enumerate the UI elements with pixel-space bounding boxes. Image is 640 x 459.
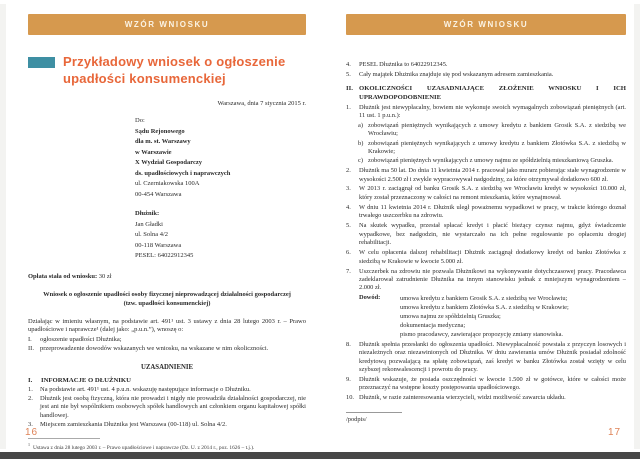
debtor-line: 00-118 Warszawa: [135, 241, 182, 249]
sub-list-item-text: zobowiązań pieniężnych wynikających z umowy kredytu z bankiem Złotówka S.A. z siedzibą w Krakowie;: [368, 139, 626, 155]
list-item-text: W celu opłacenia dalszej rehabilitacji Dłużnik zaciągnął dodatkowy kredyt od banku Złotówka z siedzibą w Krakowie w kwocie 5.000 zł.: [359, 249, 626, 265]
subject-line-1: Wniosek o ogłoszenie upadłości osoby fizycznej nieprowadzącej działalności gospodarczej: [43, 290, 291, 298]
petition-item-text: przeprowadzenie dowodów wskazanych we wniosku, na wskazane w nim okoliczności.: [40, 345, 269, 353]
list-item-text: Miejscem zamieszkania Dłużnika jest Warszawa (00-118) ul. Solna 4/2.: [40, 421, 227, 429]
subject-heading: [28, 290, 306, 309]
list-item-number: 5.: [346, 222, 351, 230]
petition-item-text: ogłoszenie upadłości Dłużnika;: [40, 335, 122, 343]
list-item-number: 3.: [346, 185, 351, 193]
petition-item: [28, 345, 306, 353]
fee-line: [28, 273, 306, 280]
list-item-number: 9.: [346, 375, 351, 383]
addressee-line: ds. upadłościowych i naprawczych: [135, 169, 231, 177]
addressee-line: ul. Czerniakowska 100A: [135, 180, 200, 188]
list-item-text: PESEL Dłużnika to 64022912345.: [359, 61, 448, 68]
list-item-number: 7.: [346, 267, 351, 275]
list-item: [28, 395, 306, 420]
addressee-line: Sądu Rejonowego: [135, 127, 185, 135]
addressee-block: [135, 116, 306, 262]
list-item: [346, 185, 626, 202]
list-item: [346, 376, 626, 393]
addressee-line: X Wydział Gospodarczy: [135, 159, 203, 167]
list-item-number: 1.: [346, 104, 351, 111]
list-item-text: Dłużnik spełnia przesłanki do ogłoszenia upadłości. Niewypłacalność powstała z przyczyn losowych i niezależnych oraz niezawinionych od Dłużnika. W dniu zawierania umów Dłużnik posiadał zdolność kredytową pozwalającą na spłatę zobowiązań, zaś kredyt w banku Złotówka został wzięty w celu szybszej rekonwalescencji i powrotu do pracy.: [359, 340, 626, 374]
intro-paragraph: Działając w imieniu własnym, na podstawie art. 491¹ ust. 3 ustawy z dnia 28 lutego 2003 r. – Prawo upadłościowe i naprawcze¹ (dalej jako: „p.u.n.”), wnoszę o:: [28, 317, 306, 334]
list-item-number: 2.: [28, 395, 33, 403]
evidence-entry: dokumentacja medyczna;: [400, 321, 466, 329]
list-item: [346, 204, 626, 221]
sub-list-item: [358, 140, 626, 157]
right-header-bar: WZÓR WNIOSKU: [346, 14, 626, 35]
page-number-left: 16: [25, 427, 39, 438]
list-item-text: Dłużnik wskazuje, że posiada oszczędności w kwocie 1.500 zł w gotówce, które w całości może przeznaczyć na wstępne koszty postępowania upadłościowego.: [359, 375, 626, 392]
list-item: [346, 268, 626, 293]
list-item-text: Uszczerbek na zdrowiu nie pozwala Dłużnikowi na wykonywanie dotychczasowej pracy. Pracodawca zadeklarował zatrudnienie Dłużnika na innym stanowisku jednak z mniejszym wynagrodzeniem – 2.000 zł.: [359, 267, 626, 292]
petition-item-number: II.: [28, 345, 34, 353]
evidence-entry: umowa najmu ze spółdzielnią Gruszka;: [400, 312, 501, 320]
addressee-line: 00-454 Warszawa: [135, 190, 182, 198]
document-title-row: [28, 54, 306, 87]
section-1-number: I.: [28, 376, 33, 384]
list-item-text: Cały majątek Dłużnika znajduje się pod wskazanym adresem zamieszkania.: [359, 70, 554, 78]
sub-list-item-text: zobowiązań pieniężnych wynikających z umowy najmu ze spółdzielnią mieszkaniową Gruszka.: [368, 157, 614, 165]
list-item: [346, 71, 626, 79]
page-number-right: 17: [608, 427, 622, 438]
debtor-block: [135, 209, 306, 262]
list-item: [346, 222, 626, 247]
list-item-number: 2.: [346, 167, 351, 175]
footnote-marker: 1: [28, 441, 30, 447]
list-item-number: 4.: [346, 61, 351, 68]
petition-item-number: I.: [28, 335, 32, 343]
date-line: Warszawa, dnia 7 stycznia 2015 r.: [217, 100, 306, 108]
list-item-number: 8.: [346, 340, 351, 348]
evidence-list: [400, 294, 626, 339]
list-item: [346, 341, 626, 375]
sub-list-item-letter: c): [358, 157, 363, 165]
signature-placeholder: /podpis/: [346, 415, 367, 423]
list-item-number: 5.: [346, 70, 351, 78]
list-item-text: Dłużnik ma 50 lat. Do dnia 11 kwietnia 2014 r. pracował jako murarz pobierając stałe wynagrodzenie w wysokości 2.500 zł i zwykle wypracowywał nadgodziny, za które otrzymywał dodatkowo 600 zł.: [359, 167, 626, 183]
list-item: [346, 167, 626, 184]
debtor-label: Dłużnik:: [135, 210, 160, 218]
right-page-body: [346, 61, 626, 423]
list-item-text: Na skutek wypadku, przestał spłacać kredyt i płacić bieżący czynsz najmu, gdyż świadczenie wypadkowe, bez nadgodzin, nie wystarczało na ich pełne regulowanie po opłaceniu drogiej rehabilitacji.: [359, 222, 626, 247]
evidence-entry: umowa kredytu z bankiem Grosik S.A. z siedzibą we Wrocławiu;: [400, 294, 568, 302]
section-1-title: INFORMACJE O DŁUŻNIKU: [41, 376, 131, 384]
list-item: [28, 421, 306, 429]
justification-heading: UZASADNIENIE: [140, 363, 194, 371]
list-item-number: 6.: [346, 249, 351, 257]
fee-value: 30 zł: [98, 272, 112, 280]
list-item: [28, 386, 306, 394]
list-item: [346, 61, 626, 69]
footnote: [28, 442, 306, 452]
evidence-block: [359, 294, 626, 339]
signature-separator: [346, 412, 402, 413]
section-1-heading: [28, 376, 306, 385]
addressee-line: dla m. st. Warszawy: [135, 138, 191, 146]
footnote-text: Ustawa z dnia 28 lutego 2003 r. – Prawo upadłościowe i naprawcze (Dz. U. z 2014 r., poz. 1626 – t.j.).: [33, 444, 255, 451]
fee-label: Opłata stała od wniosku:: [28, 272, 98, 280]
petition-item: [28, 336, 306, 344]
title-bullet-square: [28, 57, 55, 68]
left-header-bar: WZÓR WNIOSKU: [28, 14, 306, 35]
list-item-text: W 2013 r. zaciągnął od banku Grosik S.A. z siedzibą we Wrocławiu kredyt w wysokości 10.000 zł, który został przeznaczony w całości na remont mieszkania, które wynajmował.: [359, 185, 626, 201]
addressee-to-label: Do:: [135, 117, 145, 125]
section-2-title: OKOLICZNOŚCI UZASADNIAJĄCE ZŁOŻENIE WNIOSKU I ICH UPRAWDOPODOBNIENIE: [359, 85, 626, 102]
subject-line-2: (tzw. upadłości konsumenckiej): [123, 300, 211, 308]
sub-list-item-letter: a): [358, 121, 363, 129]
right-page-edge: [634, 4, 640, 449]
sub-list-item-letter: b): [358, 139, 364, 147]
list-item-text: W dniu 11 kwietnia 2014 r. Dłużnik uległ poważnemu wypadkowi w pracy, w trakcie którego doznał trwałego uszczerbku na zdrowiu.: [359, 203, 626, 220]
sub-list-item: [358, 122, 626, 139]
evidence-entry: pismo pracodawcy, zawierające propozycję zmiany stanowiska.: [400, 330, 564, 338]
list-item-text: Dłużnik jest osobą fizyczną, która nie prowadzi i nigdy nie prowadziła działalności gospodarczej, nie jest ani nie był wspólnikiem osobowych spółek handlowych ani członkiem organu kapitałowej spółki handlowej.: [40, 395, 306, 419]
addressee-line: w Warszawie: [135, 148, 172, 156]
section-2-heading: [346, 84, 626, 102]
list-item-number: 1.: [28, 385, 33, 393]
section-2-number: II.: [346, 85, 353, 93]
list-item: [346, 249, 626, 266]
list-item-number: 4.: [346, 203, 351, 211]
sub-list-item-text: zobowiązań pieniężnych wynikających z umowy kredytu z bankiem Grosik S.A. z siedzibą we Wrocławiu;: [368, 121, 626, 138]
list-item: [346, 394, 626, 402]
footnote-separator: [28, 438, 100, 439]
left-page-edge: [0, 4, 6, 449]
list-item-number: 10.: [346, 394, 354, 402]
sub-list-item: [358, 157, 626, 165]
debtor-line: PESEL: 64022912345: [135, 252, 194, 260]
list-item: [346, 104, 626, 121]
evidence-entry: umowa kredytu z bankiem Złotówka S.A. z siedzibą w Krakowie;: [400, 303, 569, 311]
left-page: [28, 0, 306, 452]
list-item-text: Na podstawie art. 491¹ ust. 4 p.u.n. wskazuję następujące informacje o Dłużniku.: [40, 385, 251, 393]
debtor-line: Jan Gładki: [135, 220, 163, 228]
debtor-line: ul. Solna 4/2: [135, 231, 169, 239]
list-item-text: Dłużnik jest niewypłacalny, bowiem nie wykonuje swoich wymagalnych zobowiązań pieniężnych (art. 11 ust. 1 p.u.n.):: [359, 104, 626, 120]
list-item-text: Dłużnik, w razie zainteresowania wierzycieli, widzi możliwość zawarcia układu.: [359, 394, 566, 402]
evidence-label: Dowód:: [359, 294, 381, 302]
document-title: Przykładowy wniosek o ogłoszenie upadłości konsumenckiej: [63, 54, 286, 86]
bottom-bar: [0, 452, 640, 459]
list-item-number: 3.: [28, 421, 33, 429]
right-page: [346, 0, 626, 423]
